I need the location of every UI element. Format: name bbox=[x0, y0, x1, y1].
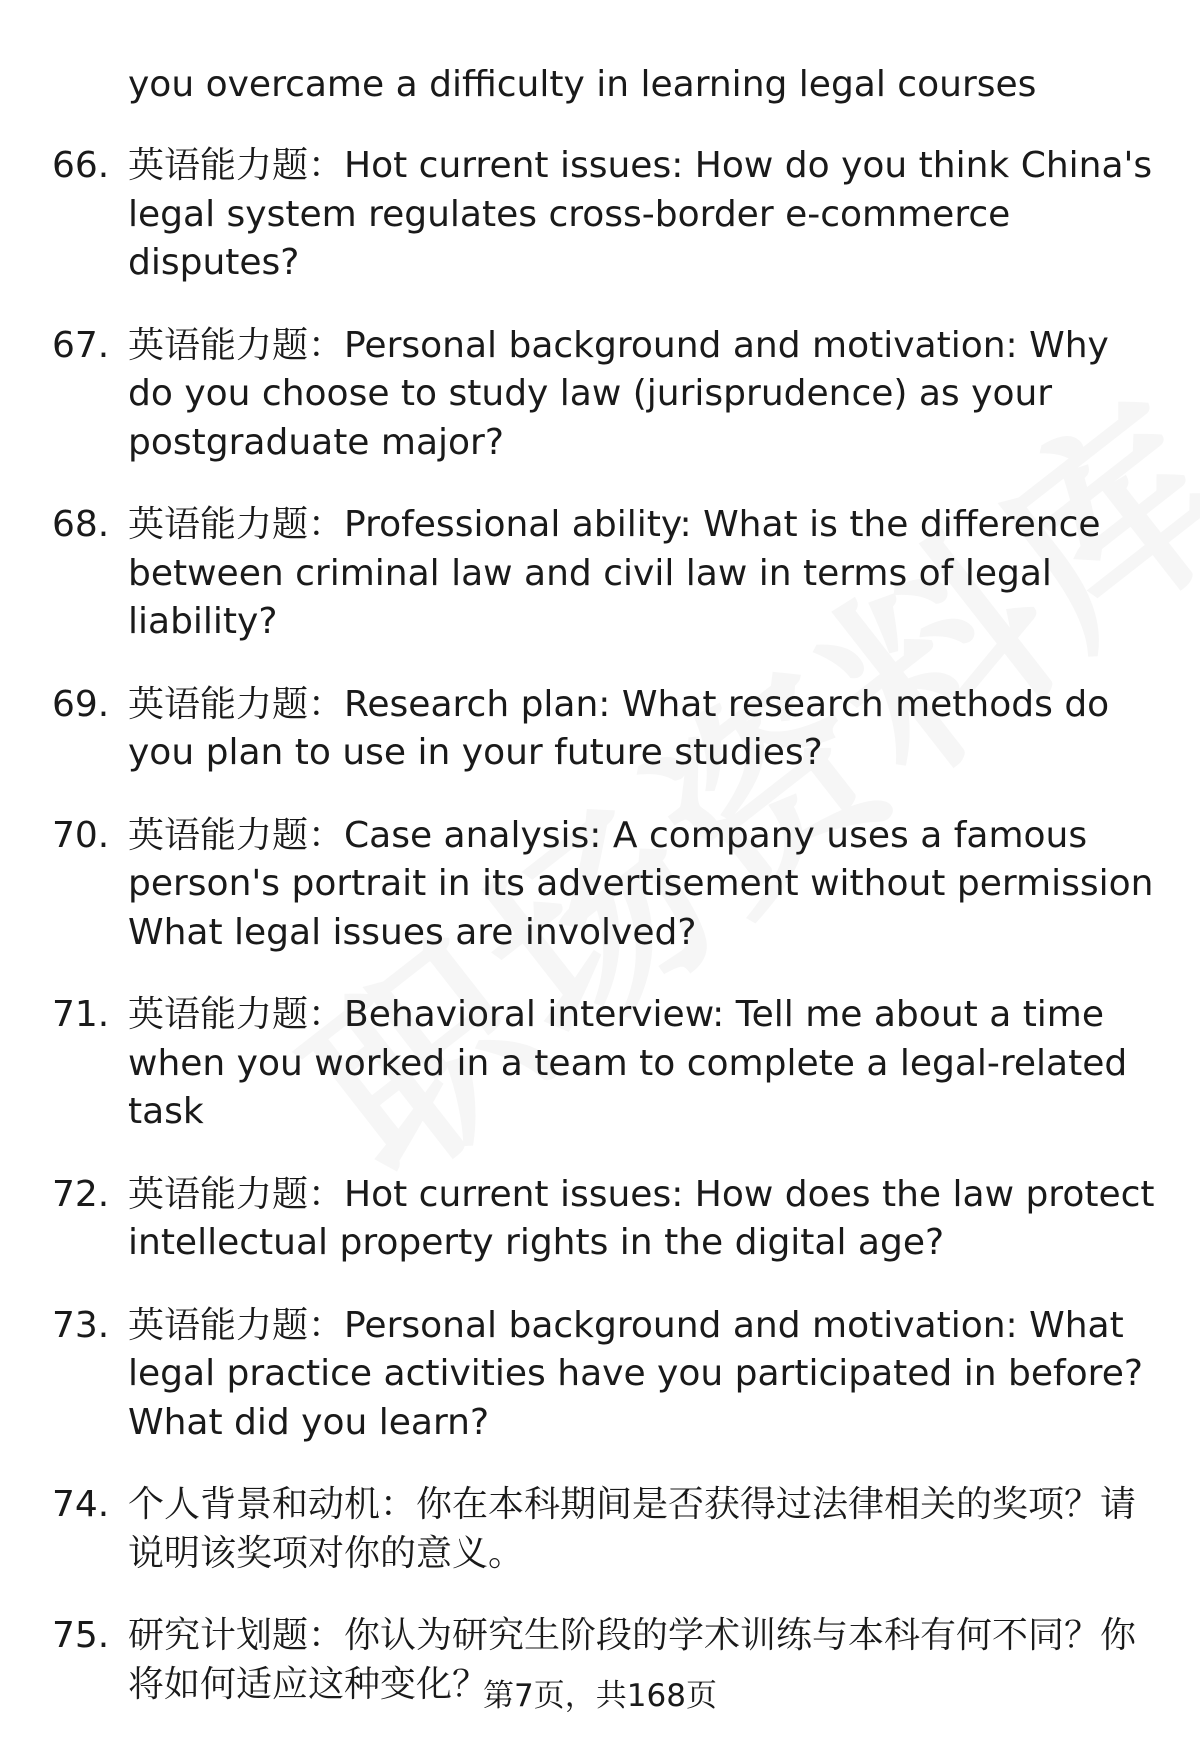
question-number: 74. bbox=[52, 1484, 110, 1525]
question-text: 英语能力题：Professional ability: What is the difference between criminal law and civil law in terms of legal liability? bbox=[128, 504, 1101, 642]
question-text: 英语能力题：Personal background and motivation: Why do you choose to study law (jurisprudence) as your postgraduate major? bbox=[128, 324, 1109, 463]
page-footer: 第7页，共168页 bbox=[483, 1678, 717, 1714]
question-text: 英语能力题：Personal background and motivation: What legal practice activities have you participated in before? What did you learn? bbox=[128, 1304, 1143, 1443]
question-number: 69. bbox=[52, 683, 110, 725]
question-item bbox=[0, 991, 1200, 1137]
question-item bbox=[0, 1481, 1200, 1578]
question-item bbox=[0, 501, 1200, 647]
question-item bbox=[0, 142, 1200, 288]
question-text: 研究计划题：你认为研究生阶段的学术训练与本科有何不同？你将如何适应这种变化？ bbox=[128, 1615, 1137, 1705]
question-text: 英语能力题：Behavioral interview: Tell me about a time when you worked in a team to complete a legal-related task bbox=[128, 994, 1128, 1132]
question-item bbox=[0, 1302, 1200, 1448]
question-number: 72. bbox=[52, 1173, 110, 1215]
question-item bbox=[0, 812, 1200, 958]
question-text: 个人背景和动机：你在本科期间是否获得过法律相关的奖项？请说明该奖项对你的意义。 bbox=[128, 1484, 1137, 1574]
question-text: 英语能力题：Hot current issues: How do you think China's legal system regulates cross-border e-commerce disputes? bbox=[128, 145, 1153, 283]
question-number: 71. bbox=[52, 994, 110, 1035]
question-number: 68. bbox=[52, 504, 110, 545]
question-item bbox=[0, 681, 1200, 778]
question-number: 75. bbox=[52, 1615, 110, 1656]
question-number: 73. bbox=[52, 1304, 110, 1346]
question-number: 66. bbox=[52, 145, 110, 186]
question-text: 英语能力题：Research plan: What research methods do you plan to use in your future studies? bbox=[128, 683, 1110, 773]
question-text: 英语能力题：Hot current issues: How does the law protect intellectual property rights in the digital age? bbox=[128, 1173, 1155, 1263]
question-item bbox=[0, 322, 1200, 468]
question-number: 70. bbox=[52, 814, 110, 856]
continuation-text: you overcame a difficulty in learning legal courses bbox=[128, 64, 1037, 105]
question-list bbox=[0, 142, 1200, 1743]
question-item bbox=[0, 1171, 1200, 1268]
question-text: 英语能力题：Case analysis: A company uses a famous person's portrait in its advertisement without permission What legal issues are involved? bbox=[128, 814, 1154, 953]
question-number: 67. bbox=[52, 324, 110, 366]
